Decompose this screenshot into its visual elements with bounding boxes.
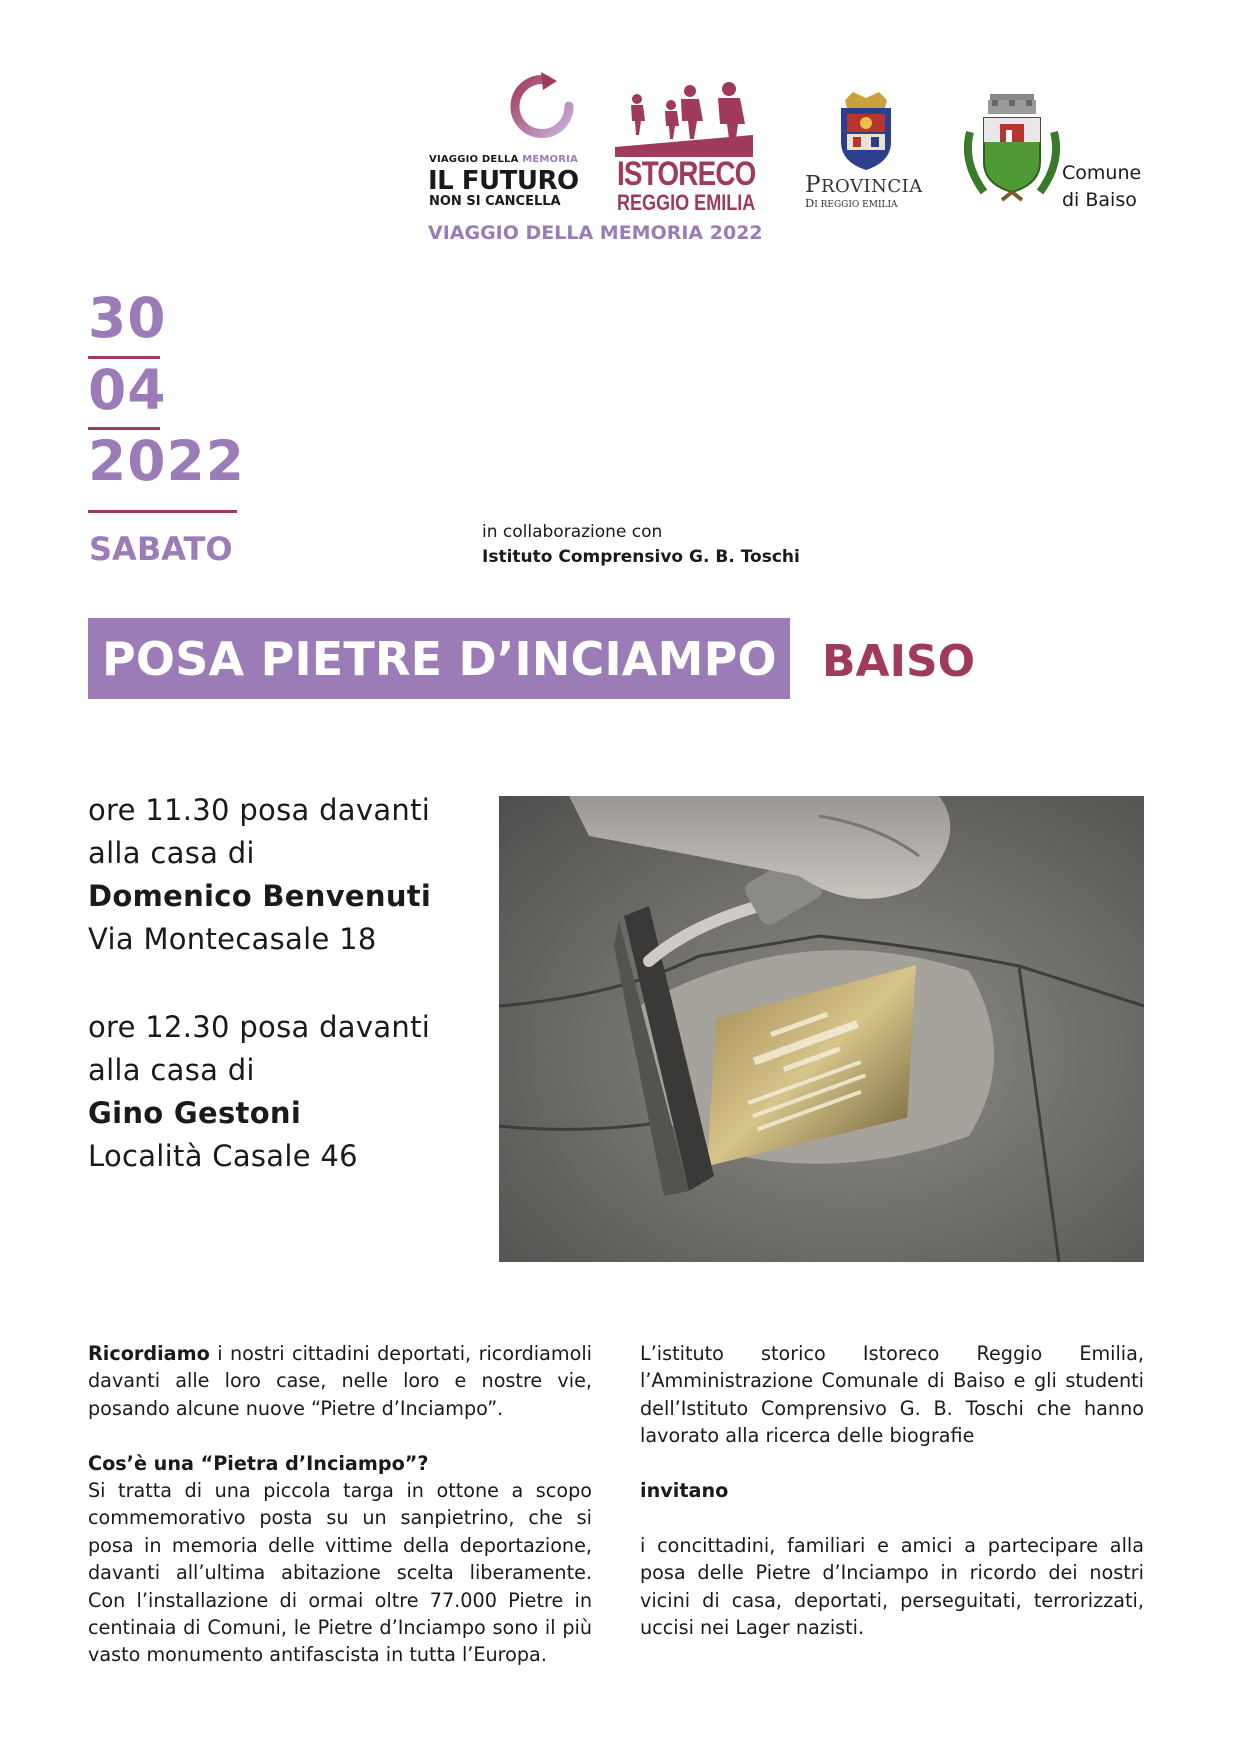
- event-title: POSA PIETRE D’INCIAMPO: [102, 631, 777, 686]
- istoreco-logo: [615, 75, 765, 215]
- date-rule: [88, 510, 237, 513]
- event-title-banner: [88, 618, 790, 699]
- provincia-coat-of-arms-icon: [835, 90, 897, 172]
- address: Via Montecasale 18: [88, 922, 377, 956]
- comune-name: Comune di Baiso: [1062, 162, 1142, 211]
- istoreco-logo-city: REGGIO EMILIA: [617, 190, 756, 215]
- viaggio-logo-subtitle: NON SI CANCELLA: [429, 194, 561, 209]
- schedule-item: ore 11.30 posa davanti alla casa di Domenico Benvenuti Via Montecasale 18: [88, 789, 431, 961]
- date-year: 2022: [88, 429, 246, 493]
- provincia-logo-sub: DI REGGIO EMILIA: [805, 196, 898, 210]
- section-heading: Cos’è una “Pietra d’Inciampo”?: [88, 1451, 429, 1475]
- intro-paragraph: Ricordiamo i nostri cittadini deportati, ricordiamoli davanti alle loro case, nelle loro e nostre vie, posando alcune nuove “Pietre d’Inciampo”.: [88, 1342, 592, 1420]
- schedule-item: ore 12.30 posa davanti alla casa di Gino Gestoni Località Casale 46: [88, 1006, 430, 1178]
- viaggio-logo-title: IL FUTURO: [428, 166, 579, 196]
- stumbling-stone-photo: [499, 796, 1144, 1262]
- body-left-column: [88, 1340, 592, 1669]
- weekday: SABATO: [89, 530, 233, 568]
- definition-paragraph: Si tratta di una piccola targa in ottone a scopo commemorativo posta su un sanpietrino, che si posa in memoria delle vittime della deportazione, davanti all’ultima abitazione scelta liberamente. Con l’installazione di ormai oltre 77.000 Pietre in centinaia di Comuni, le Pietre d’Inciampo sono il più vasto monumento antifascista in tutta l’Europa.: [88, 1479, 592, 1667]
- circular-arrow-logo-icon: [507, 70, 577, 145]
- viaggio-memoria-logo: [425, 70, 590, 210]
- viaggio-caption: VIAGGIO DELLA MEMORIA 2022: [428, 222, 763, 244]
- town-name: BAISO: [822, 636, 976, 687]
- person-name: Gino Gestoni: [88, 1096, 302, 1130]
- address: Località Casale 46: [88, 1139, 358, 1173]
- organizers-paragraph: L’istituto storico Istoreco Reggio Emilia, l’Amministrazione Comunale di Baiso e gli studenti dell’Istituto Comprensivo G. B. Toschi che hanno lavorato alla ricerca delle biografie: [640, 1342, 1144, 1448]
- collaboration: in collaborazione con Istituto Comprensivo G. B. Toschi: [482, 522, 800, 567]
- body-right-column: [640, 1340, 1144, 1641]
- invitation-paragraph: i concittadini, familiari e amici a partecipare alla posa delle Pietre d’Inciampo in ricordo dei nostri vicini di casa, deportati, perseguitati, terrorizzati, uccisi nei Lager nazisti.: [640, 1533, 1144, 1640]
- provincia-logo-name: PROVINCIA: [805, 172, 923, 198]
- comune-logo: [962, 92, 1062, 212]
- walking-figures-logo-icon: [615, 75, 755, 157]
- viaggio-logo-small-text: VIAGGIO DELLA MEMORIA: [429, 154, 579, 165]
- date-month: 04: [88, 358, 167, 422]
- person-name: Domenico Benvenuti: [88, 879, 432, 913]
- provincia-logo: [800, 90, 935, 220]
- comune-coat-of-arms-icon: [962, 92, 1062, 210]
- invitano-label: invitano: [640, 1479, 729, 1503]
- date-day: 30: [88, 286, 167, 350]
- istoreco-logo-name: ISTORECO: [617, 155, 756, 193]
